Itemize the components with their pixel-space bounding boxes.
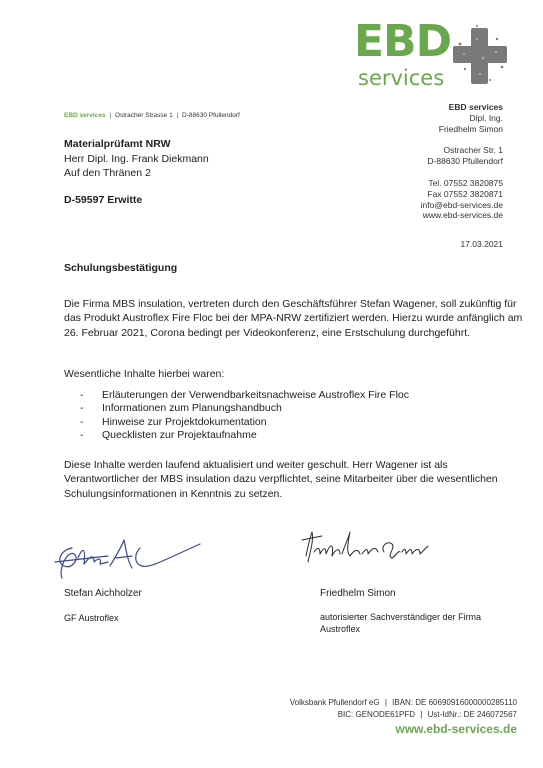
list-item: - Informationen zum Planungshandbuch: [80, 402, 409, 415]
recipient-address: [64, 137, 209, 207]
contact-company: EBD services: [448, 102, 503, 112]
letter-date: 17.03.2021: [460, 239, 503, 249]
divider: |: [109, 112, 112, 119]
letter-subject: Schulungsbestätigung: [64, 262, 178, 274]
sender-address-line: [64, 112, 240, 119]
recipient-org: Materialprüfamt NRW: [64, 138, 171, 150]
body-paragraph-1: Die Firma MBS insulation, vertreten durch den Geschäftsführer Stefan Wagener, soll zukünftig für das Produkt Austroflex Fire Floc bei der MPA-NRW zertifiziert werden. Hierzu wurde anfänglich am 26. Februar 2021, Corona bedingt per Videokonferenz, eine Erstschulung durchgeführt.: [64, 298, 523, 339]
bank-iban: IBAN: DE 60690916000000285110: [392, 698, 517, 707]
list-item: - Quecklisten zur Projektaufnahme: [80, 429, 409, 442]
signatory-role-1: GF Austroflex: [64, 613, 119, 623]
contact-name: Friedhelm Simon: [438, 123, 503, 134]
contact-email[interactable]: info@ebd-services.de: [420, 199, 503, 210]
ebd-services-logo: [352, 16, 512, 94]
bank-bic: BIC: GENODE61PFD: [337, 709, 416, 719]
signatory-name-1: Stefan Aichholzer: [64, 588, 142, 599]
sender-street: Ostracher Strasse 1: [114, 112, 173, 119]
recipient-person: Herr Dipl. Ing. Frank Diekmann: [64, 152, 209, 165]
sender-city: D-88630 Pfullendorf: [182, 112, 240, 119]
signature-simon: [300, 526, 430, 568]
divider: |: [384, 698, 387, 707]
divider: |: [176, 112, 179, 119]
contact-title: Dipl. Ing.: [469, 112, 503, 123]
contact-fax: Fax 07552 3820871: [427, 188, 503, 199]
signatory-role-2: autorisierter Sachverständiger der Firma Austroflex: [320, 612, 482, 634]
list-item: - Hinweise zur Projektdokumentation: [80, 416, 409, 429]
logo-ebd-text: EBD: [354, 16, 452, 67]
contact-city: D-88630 Pfullendorf: [427, 156, 503, 167]
divider: |: [420, 709, 423, 719]
recipient-zip-city: D-59597 Erwitte: [64, 193, 143, 206]
logo-services-text: services: [358, 66, 445, 90]
footer-website-link[interactable]: www.ebd-services.de: [395, 722, 517, 736]
signature-aichholzer: [50, 528, 210, 583]
signatory-name-2: Friedhelm Simon: [320, 588, 396, 599]
body-paragraph-2: Wesentliche Inhalte hierbei waren:: [64, 368, 225, 380]
sender-brand: EBD services: [64, 112, 106, 119]
recipient-street: Auf den Thränen 2: [64, 167, 151, 179]
bank-details: [290, 697, 517, 720]
body-paragraph-3: Diese Inhalte werden laufend aktualisiert und weiter geschult. Herr Wagener ist als Verantwortlicher der MBS insulation dazu verpflichtet, seine Mitarbeiter über die wesentlichen Schulungsinformationen in Kenntnis zu setzen.: [64, 459, 498, 500]
bank-name: Volksbank Pfullendorf eG: [289, 698, 380, 707]
contact-block: [421, 102, 503, 221]
contact-web[interactable]: www.ebd-services.de: [422, 210, 503, 221]
list-item: - Erläuterungen der Verwendbarkeitsnachweise Austroflex Fire Floc: [80, 389, 409, 402]
logo-cross-icon: [450, 24, 510, 88]
vat-id: Ust-IdNr.: DE 246072567: [427, 709, 517, 719]
contact-tel: Tel. 07552 3820875: [428, 177, 503, 188]
contact-street: Ostracher Str. 1: [443, 145, 503, 156]
content-list: [80, 389, 409, 443]
